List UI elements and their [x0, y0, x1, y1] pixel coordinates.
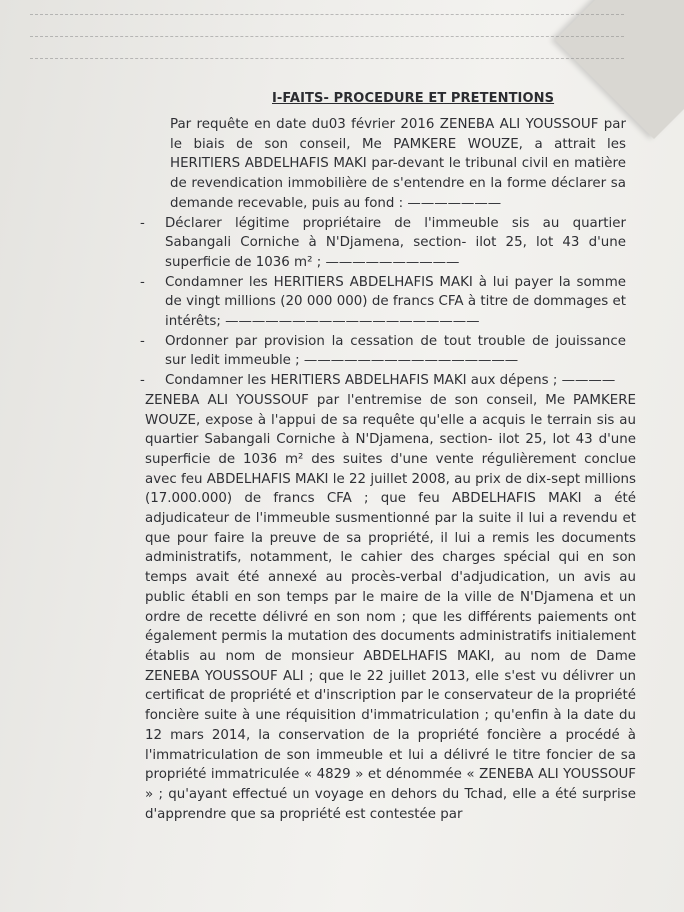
list-item-text: Ordonner par provision la cessation de tout trouble de jouissance sur ledit immeuble ; ———————————————— [165, 333, 626, 369]
list-dash: - [140, 373, 145, 389]
list-item-text: Condamner les HERITIERS ABDELHAFIS MAKI aux dépens ; ———— [165, 373, 616, 389]
list-item-text: Condamner les HERITIERS ABDELHAFIS MAKI à lui payer la somme de vingt millions (20 000 000) de francs CFA à titre de dommages et intérêts; ——————————————————— [165, 274, 626, 330]
section-heading: I-FAITS- PROCEDURE ET PRETENTIONS [272, 91, 555, 106]
scan-artifact-line [30, 58, 624, 59]
list-item [140, 214, 626, 273]
body-paragraph: ZENEBA ALI YOUSSOUF par l'entremise de son conseil, Me PAMKERE WOUZE, expose à l'appui de sa requête qu'elle a acquis le terrain sis au quartier Sabangali Corniche à N'Djamena, section- ilot 25, lot 43 d'une superficie de 1036 m² des suites d'une vente régulièrement conclue avec feu ABDELHAFIS MAKI le 22 juillet 2008, au prix de dix-sept millions (17.000.000) de francs CFA ; que feu ABDELHAFIS MAKI a été adjudicateur de l'immeuble susmentionné par la suite il lui a revendu et que pour faire la preuve de sa propriété, il lui a remis les documents administratifs, notamment, le cahier des charges spécial qui en son temps avait été annexé au procès-verbal d'adjudication, un avis au public établi en son temps par le maire de la ville de N'Djamena et un ordre de recette délivré en son nom ; que les différents paiements ont également permis la mutation des documents administratifs initialement établis au nom de monsieur ABDELHAFIS MAKI, au nom de Dame ZENEBA YOUSSOUF ALI ; que le 22 juillet 2013, elle s'est vu délivrer un certificat de propriété et d'inscription par le conservateur de la propriété foncière suite à une réquisition d'immatriculation ; qu'enfin à la date du 12 mars 2014, la conservation de la propriété foncière a procédé à l'immatriculation de son immeuble et lui a délivré le titre foncier de sa propriété immatriculée « 4829 » et dénommée « ZENEBA ALI YOUSSOUF » ; qu'ayant effectué un voyage en dehors du Tchad, elle a été surprise d'apprendre que sa propriété est contestée par [145, 392, 636, 822]
list-item-text: Déclarer légitime propriétaire de l'immeuble sis au quartier Sabangali Corniche à N'Djamena, section- ilot 25, lot 43 d'une superficie de 1036 m² ; —————————— [165, 215, 626, 270]
list-dash: - [140, 333, 145, 349]
scan-artifact-line [30, 36, 624, 37]
list-item [140, 273, 626, 332]
list-item [140, 371, 626, 391]
scan-artifact-line [30, 14, 624, 15]
list-dash: - [140, 215, 145, 231]
intro-paragraph: Par requête en date du03 février 2016 ZENEBA ALI YOUSSOUF par le biais de son conseil, Me PAMKERE WOUZE, a attrait les HERITIERS ABDELHAFIS MAKI par-devant le tribunal civil en matière de revendication immobilière de s'entendre en la forme déclarer sa demande recevable, puis au fond : ——————— [170, 117, 626, 211]
list-dash: - [140, 274, 145, 290]
document-body [140, 115, 636, 824]
list-item [140, 332, 626, 371]
